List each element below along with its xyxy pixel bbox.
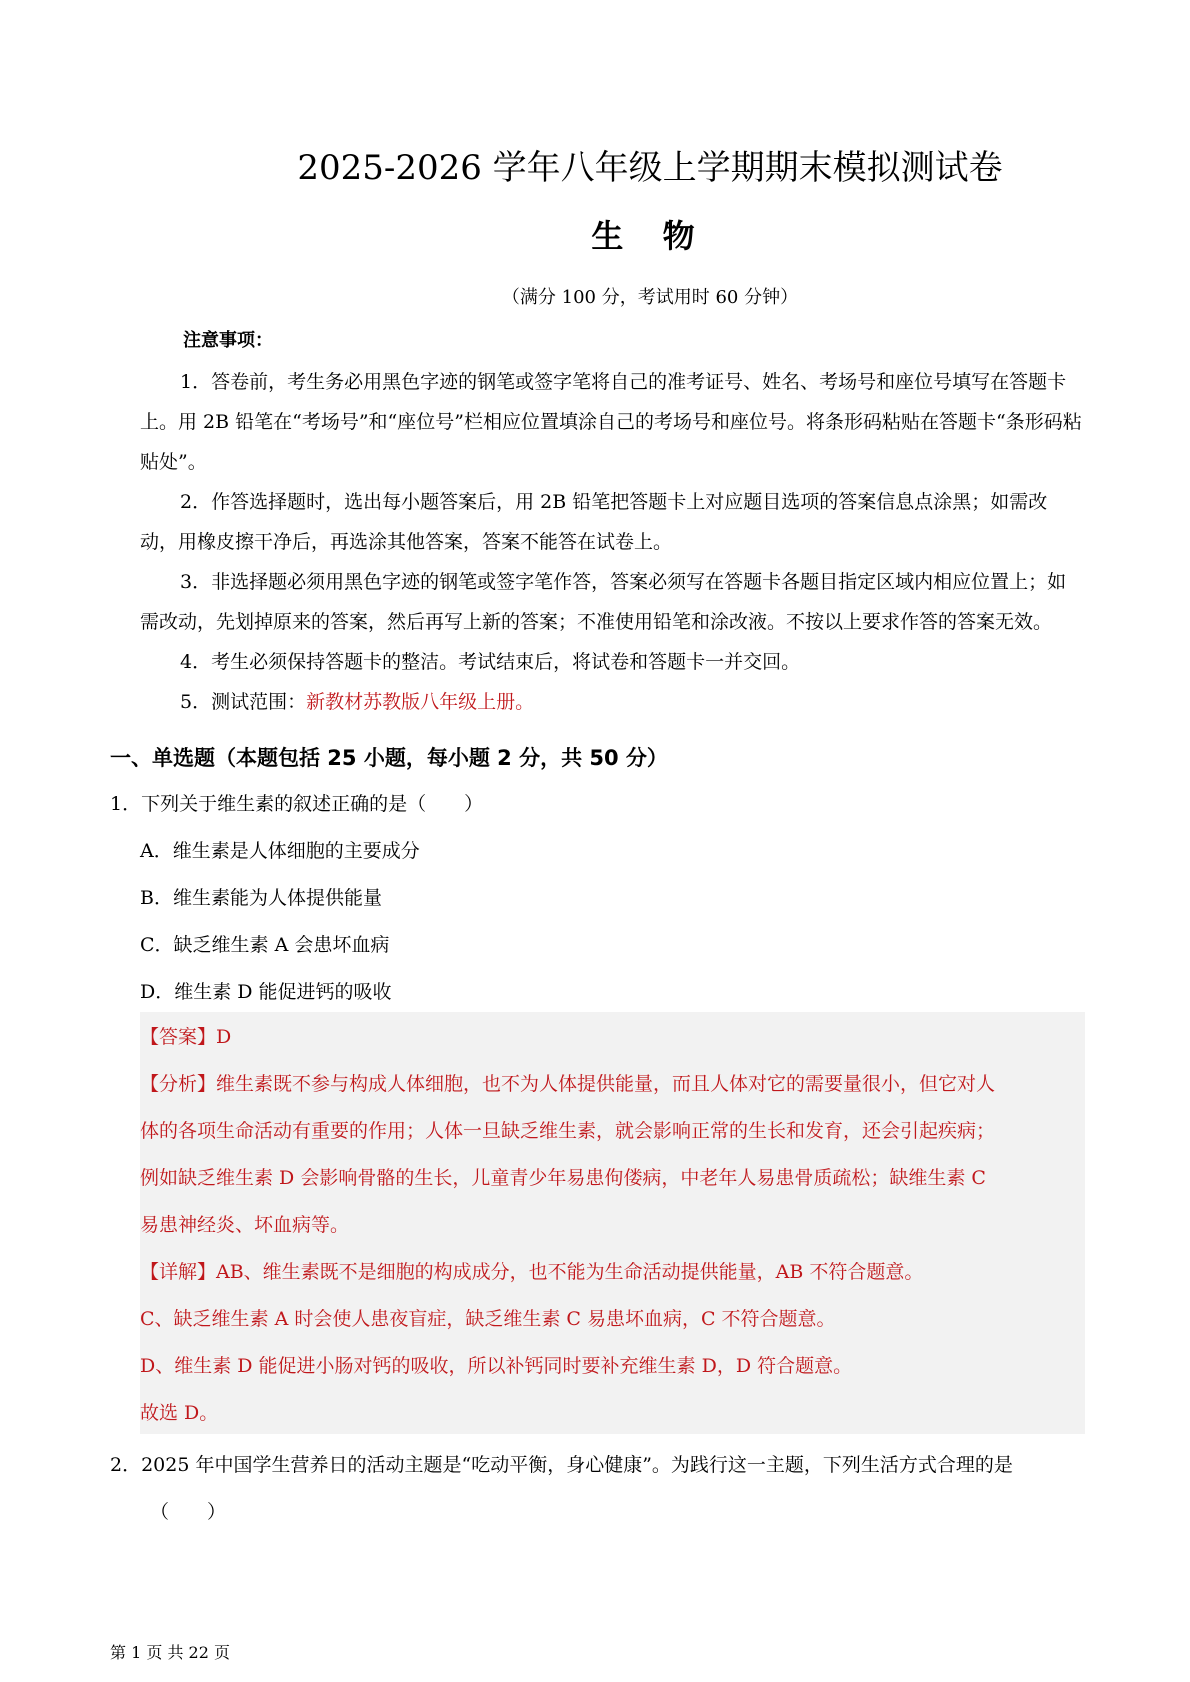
answer-line: C、缺乏维生素 A 时会使人患夜盲症，缺乏维生素 C 易患坏血病，C 不符合题意。: [140, 1308, 836, 1330]
answer-line: 例如缺乏维生素 D 会影响骨骼的生长，儿童青少年易患佝偻病，中老年人易患骨质疏松；缺维生素 C: [140, 1167, 986, 1189]
subject-title: 生 物: [591, 217, 709, 255]
answer-line: 【详解】AB、维生素既不是细胞的构成成分，也不能为生命活动提供能量，AB 不符合题意。: [140, 1261, 924, 1283]
page-footer: 第 1 页 共 22 页: [110, 1643, 230, 1662]
answer-line: 体的各项生命活动有重要的作用；人体一旦缺乏维生素，就会影响正常的生长和发育，还会引起疾病；: [140, 1120, 996, 1142]
question-stem: 1．下列关于维生素的叙述正确的是（ ）: [110, 793, 484, 815]
option-c: C．缺乏维生素 A 会患坏血病: [140, 934, 390, 956]
option-d: D．维生素 D 能促进钙的吸收: [140, 981, 392, 1003]
option-a: A．维生素是人体细胞的主要成分: [140, 840, 420, 862]
page-title: 2025-2026 学年八年级上学期期末模拟测试卷: [297, 148, 1003, 188]
option-b: B．维生素能为人体提供能量: [140, 887, 382, 909]
notice-heading: 注意事项：: [183, 330, 273, 351]
answer-line: 【分析】维生素既不参与构成人体细胞，也不为人体提供能量，而且人体对它的需要量很小，但它对人: [140, 1073, 996, 1095]
question-stem: 2．2025 年中国学生营养日的活动主题是“吃动平衡，身心健康”。为践行这一主题，下列生活方式合理的是: [110, 1454, 1013, 1476]
answer-line: 故选 D。: [140, 1402, 219, 1424]
scope-value: 新教材苏教版八年级上册。: [306, 691, 535, 713]
notice-item: 1．答卷前，考生务必用黑色字迹的钢笔或签字笔将自己的准考证号、姓名、考场号和座位号填写在答题卡上。用 2B 铅笔在“考场号”和“座位号”栏相应位置填涂自己的考场号和座位号。将条形码粘贴在答题卡“条形码粘贴处”。: [140, 371, 1082, 473]
answer-line: 【答案】D: [140, 1026, 232, 1048]
notice-item-scope: [140, 682, 1085, 722]
exam-meta: （满分 100 分，考试用时 60 分钟）: [501, 287, 799, 308]
notice-item: 3．非选择题必须用黑色字迹的钢笔或签字笔作答，答案必须写在答题卡各题目指定区域内相应位置上；如需改动，先划掉原来的答案，然后再写上新的答案；不准使用铅笔和涂改液。不按以上要求作答的答案无效。: [140, 571, 1067, 633]
scope-label: 5．测试范围：: [180, 691, 307, 713]
notice-item: 2．作答选择题时，选出每小题答案后，用 2B 铅笔把答题卡上对应题目选项的答案信息点涂黑；如需改动，用橡皮擦干净后，再选涂其他答案，答案不能答在试卷上。: [140, 491, 1048, 553]
section-heading: 一、单选题（本题包括 25 小题，每小题 2 分，共 50 分）: [110, 746, 668, 770]
answer-line: D、维生素 D 能促进小肠对钙的吸收，所以补钙同时要补充维生素 D，D 符合题意。: [140, 1355, 853, 1377]
answer-panel: [140, 1012, 1085, 1434]
notice-list: [140, 362, 1085, 722]
notice-item: 4．考生必须保持答题卡的整洁。考试结束后，将试卷和答题卡一并交回。: [180, 651, 801, 673]
answer-line: 易患神经炎、坏血病等。: [140, 1214, 350, 1236]
answer-parentheses: （ ）: [150, 1501, 227, 1523]
